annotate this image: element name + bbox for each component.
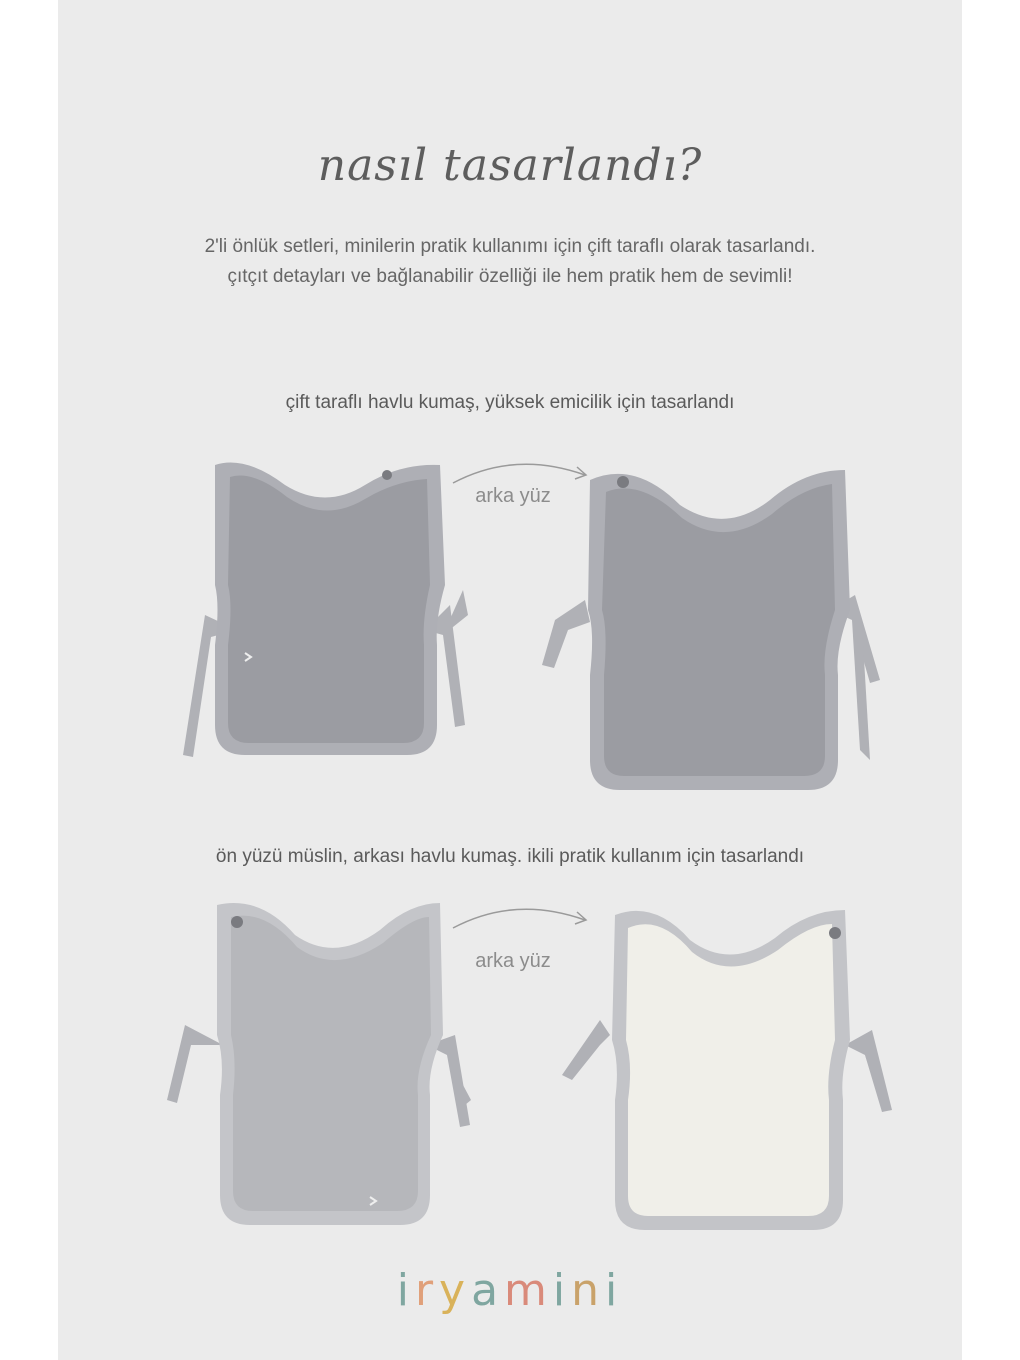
brand-letter: a bbox=[471, 1265, 505, 1316]
cream-bib-back-image bbox=[560, 900, 900, 1240]
brand-letter: i bbox=[552, 1265, 572, 1316]
page-title: nasıl tasarlandı? bbox=[317, 140, 703, 191]
brand-letter: r bbox=[414, 1265, 440, 1316]
terry-bib-front-image bbox=[175, 455, 475, 765]
brand-letter: m bbox=[504, 1265, 553, 1316]
brand-letter: i bbox=[396, 1265, 415, 1316]
brand-logo bbox=[0, 1265, 1020, 1316]
brand-letter: i bbox=[605, 1265, 624, 1316]
section2-arrow-label: arka yüz bbox=[475, 950, 551, 972]
brand-letter: n bbox=[571, 1265, 606, 1316]
terry-bib-back-image bbox=[540, 460, 890, 800]
section1-caption: çift taraflı havlu kumaş, yüksek emicilik için tasarlandı bbox=[285, 392, 735, 413]
muslin-bib-front-image bbox=[165, 895, 475, 1235]
intro-line-2: çıtçıt detayları ve bağlanabilir özelliği ile hem pratik hem de sevimli! bbox=[227, 266, 793, 287]
intro-line-1: 2'li önlük setleri, minilerin pratik kullanımı için çift taraflı olarak tasarlandı. bbox=[204, 236, 816, 257]
brand-letter: y bbox=[439, 1265, 472, 1316]
section1-arrow-label: arka yüz bbox=[475, 485, 551, 507]
section2-caption: ön yüzü müslin, arkası havlu kumaş. ikili pratik kullanım için tasarlandı bbox=[215, 846, 805, 867]
